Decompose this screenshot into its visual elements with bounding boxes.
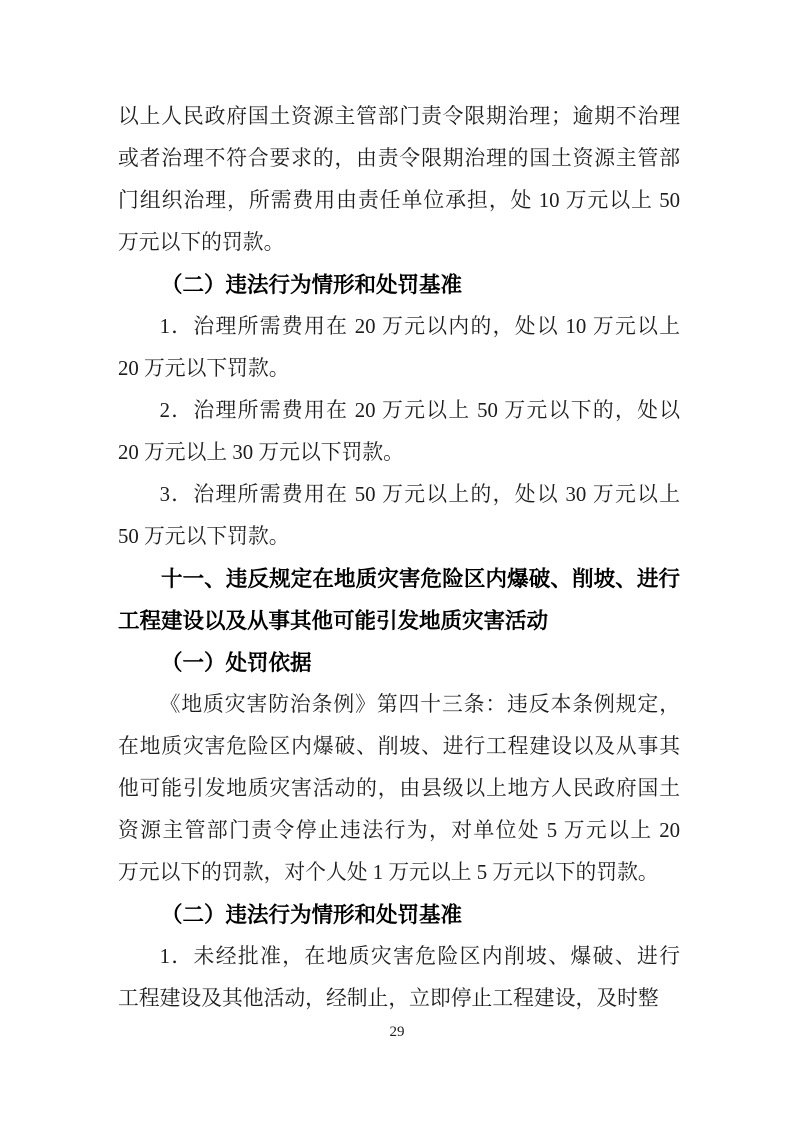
text-line: 20 万元以上 30 万元以下罚款。 bbox=[118, 441, 404, 464]
heading-line: （二）违法行为情形和处罚基准 bbox=[161, 903, 463, 927]
section-heading-eleven bbox=[118, 558, 680, 642]
heading-line: （二）违法行为情形和处罚基准 bbox=[161, 273, 463, 297]
sub-heading-penalty-basis bbox=[118, 642, 680, 684]
text-line: 1．治理所需费用在 20 万元以内的，处以 10 万元以上 bbox=[159, 315, 680, 338]
heading-line: （一）处罚依据 bbox=[161, 651, 312, 675]
text-line: 1．未经批准，在地质灾害危险区内削坡、爆破、进行 bbox=[159, 945, 680, 968]
text-line: 他可能引发地质灾害活动的，由县级以上地方人民政府国土 bbox=[118, 777, 680, 800]
sub-heading-penalty-criteria bbox=[118, 264, 680, 306]
page-body bbox=[118, 96, 680, 1020]
page-number: 29 bbox=[389, 1024, 405, 1040]
text-line: 20 万元以下罚款。 bbox=[118, 357, 290, 380]
text-line: 工程建设及其他活动，经制止，立即停止工程建设，及时整 bbox=[118, 987, 659, 1010]
heading-line: 工程建设以及从事其他可能引发地质灾害活动 bbox=[118, 609, 549, 633]
text-line: 在地质灾害危险区内爆破、削坡、进行工程建设以及从事其 bbox=[118, 735, 680, 758]
numbered-item-3 bbox=[118, 474, 680, 558]
text-line: 门组织治理，所需费用由责任单位承担，处 10 万元以上 50 bbox=[118, 189, 680, 212]
heading-line: 十一、违反规定在地质灾害危险区内爆破、削坡、进行 bbox=[161, 567, 680, 591]
text-line: 3．治理所需费用在 50 万元以上的，处以 30 万元以上 bbox=[159, 483, 680, 506]
paragraph-continuation bbox=[118, 96, 680, 264]
paragraph-regulation-citation bbox=[118, 684, 680, 894]
text-line: 万元以下的罚款。 bbox=[118, 231, 285, 254]
text-line: 万元以下的罚款，对个人处 1 万元以上 5 万元以下的罚款。 bbox=[118, 861, 659, 884]
text-line: 2．治理所需费用在 20 万元以上 50 万元以下的，处以 bbox=[159, 399, 680, 422]
sub-heading-penalty-criteria-2 bbox=[118, 894, 680, 936]
text-line: 资源主管部门责令停止违法行为，对单位处 5 万元以上 20 bbox=[118, 819, 680, 842]
numbered-item-2 bbox=[118, 390, 680, 474]
text-line: 或者治理不符合要求的，由责令限期治理的国土资源主管部 bbox=[118, 147, 680, 170]
numbered-item-1-section-eleven bbox=[118, 936, 680, 1020]
text-line: 50 万元以下罚款。 bbox=[118, 525, 290, 548]
text-line: 《地质灾害防治条例》第四十三条：违反本条例规定， bbox=[159, 693, 680, 716]
text-line: 以上人民政府国土资源主管部门责令限期治理；逾期不治理 bbox=[118, 105, 680, 128]
numbered-item-1 bbox=[118, 306, 680, 390]
